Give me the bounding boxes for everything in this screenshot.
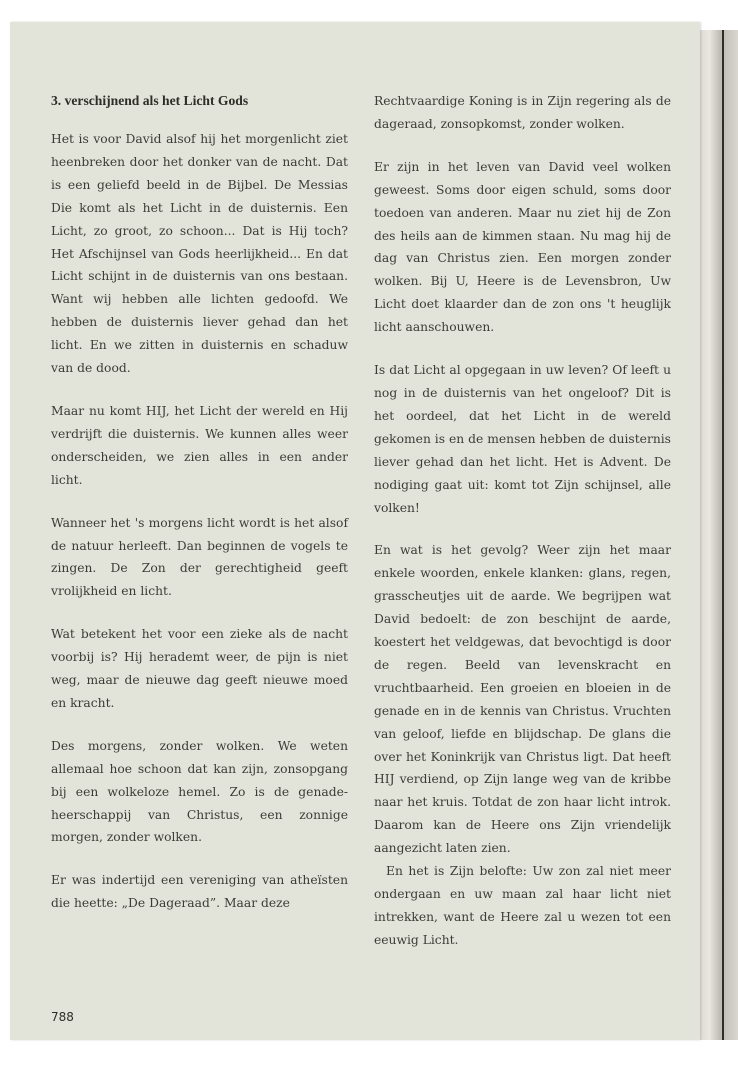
section-heading: 3. verschijnend als het Licht Gods xyxy=(51,93,249,108)
paragraph: Er zijn in het leven van David veel wolken geweest. Soms door eigen schuld, soms door toedoen van anderen. Maar nu ziet hij de Zon des heils aan de kimmen staan. Nu mag hij de dag van Christus zien. Een morgen zonder wolken. Bij U, Heere is de Levensbron, Uw Licht doet klaarder dan de zon ons 't heuglijk licht aanschouwen. xyxy=(374,159,671,335)
paragraph: En het is Zijn belofte: Uw zon zal niet meer ondergaan en uw maan zal haar licht niet intrekken, want de Heere zal u wezen tot een eeuwig Licht. xyxy=(374,864,671,947)
paragraph: Des morgens, zonder wolken. We weten allemaal hoe schoon dat kan zijn, zonsopgang bij een wolkeloze hemel. Zo is de genade-heerschappij van Christus, een zonnige morgen, zonder wolken. xyxy=(51,738,348,845)
book-spine-shadow xyxy=(722,30,724,1040)
paragraph: Wat betekent het voor een zieke als de nacht voorbij is? Hij herademt weer, de pijn is niet weg, maar de nieuwe dag geeft nieuwe moed en kracht. xyxy=(51,627,348,710)
paragraph: Er was indertijd een vereniging van atheïsten die heette: „De Dageraad”. Maar deze xyxy=(51,873,348,911)
paragraph: Het is voor David alsof hij het morgenlicht ziet heenbreken door het donker van de nacht. Dat is een geliefd beeld in de Bijbel. De Messias Die komt als het Licht in de duisternis. Een Licht, zo groot, zo schoon... Dat is Hij toch? Het Afschijnsel van Gods heerlijkheid... En dat Licht schijnt in de duisternis van ons bestaan. Want wij hebben alle lichten gedoofd. We hebben de duisternis liever gehad dan het licht. En we zitten in duisternis en schaduw van de dood. xyxy=(51,132,348,376)
book-page xyxy=(10,22,700,1040)
paragraph: Wanneer het 's morgens licht wordt is het alsof de natuur herleeft. Dan beginnen de vogels te zingen. De Zon der gerechtigheid geeft vrolijkheid en licht. xyxy=(51,515,348,599)
left-column xyxy=(51,90,348,935)
right-column xyxy=(374,90,671,972)
paragraph: En wat is het gevolg? Weer zijn het maar enkele woorden, enkele klanken: glans, regen, grasscheutjes uit de aarde. We begrijpen wat David bedoelt: de zon beschijnt de aarde, koestert het veldgewas, dat bevochtigd is door de regen. Beeld van levenskracht en vruchtbaarheid. Een groeien en bloeien in de genade en in de kennis van Christus. Vruchten van geloof, liefde en blijdschap. De glans die over het Koninkrijk van Christus ligt. Dat heeft HIJ verdiend, op Zijn lange weg van de kribbe naar het kruis. Totdat de zon haar licht introk. Daarom kan de Heere ons Zijn vriendelijk aangezicht laten zien. xyxy=(374,543,671,856)
paragraph: Is dat Licht al opgegaan in uw leven? Of leeft u nog in de duisternis van het ongeloof? Dit is het oordeel, dat het Licht in de wereld gekomen is en de mensen hebben de duisternis liever gehad dan het licht. Het is Advent. De nodiging gaat uit: komt tot Zijn schijnsel, alle volken! xyxy=(374,363,671,515)
paragraph: Maar nu komt HIJ, het Licht der wereld en Hij verdrijft die duisternis. We kunnen alles weer onderscheiden, we zien alles in een ander licht. xyxy=(51,403,348,487)
paragraph: Rechtvaardige Koning is in Zijn regering als de dageraad, zonsopkomst, zonder wolken. xyxy=(374,94,671,131)
book-page-edge xyxy=(694,30,738,1040)
page-number: 788 xyxy=(51,1010,74,1024)
